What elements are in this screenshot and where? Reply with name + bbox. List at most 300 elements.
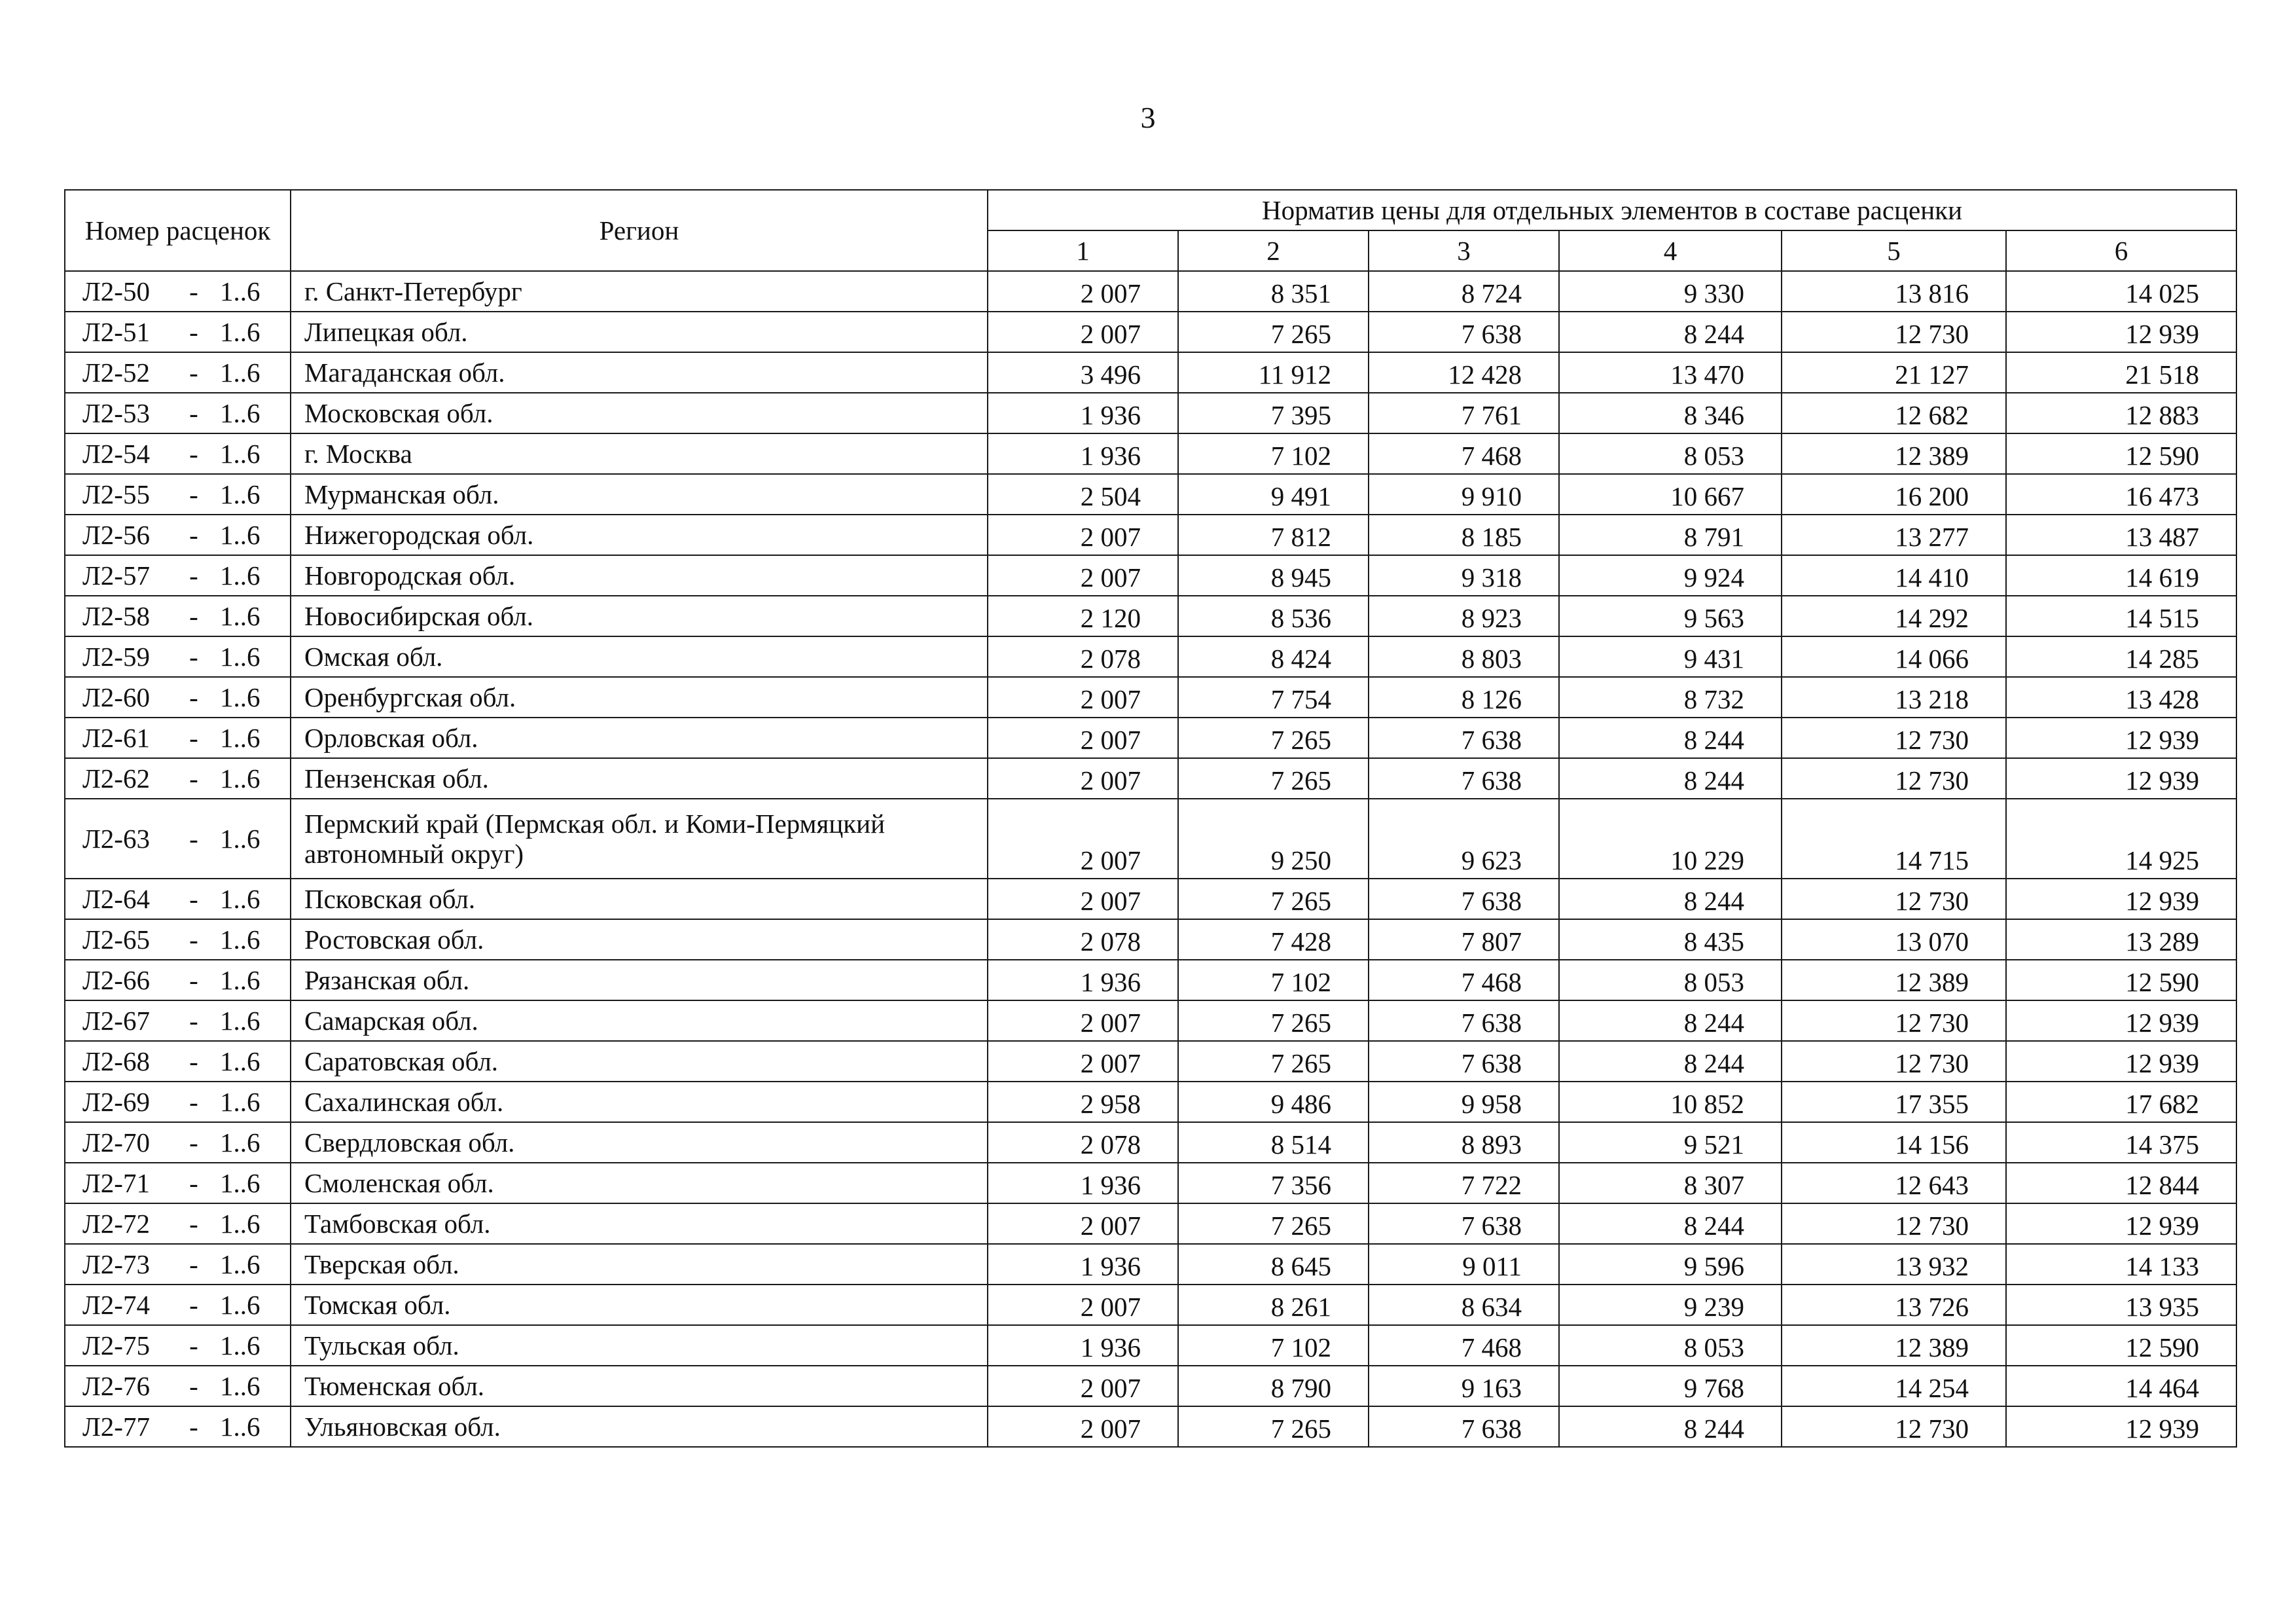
rate-code-dash: -: [189, 1249, 198, 1279]
price-value-col-3: 7 638: [1369, 1406, 1559, 1447]
rate-code-range: 1..6: [220, 924, 260, 955]
rate-code: Л2-67: [82, 1006, 150, 1036]
price-value-col-1: 2 958: [988, 1082, 1178, 1122]
region-cell: Томская обл.: [291, 1285, 988, 1325]
rate-code-range: 1..6: [220, 357, 260, 388]
region-cell: Омская обл.: [291, 636, 988, 677]
rate-code-cell: [65, 515, 291, 555]
price-value-col-5: 12 682: [1782, 393, 2006, 433]
price-value-col-4: 9 563: [1559, 596, 1782, 636]
price-value-col-2: 8 261: [1178, 1285, 1369, 1325]
region-cell: Тульская обл.: [291, 1325, 988, 1366]
price-value-col-4: 8 244: [1559, 1000, 1782, 1041]
rate-code: Л2-50: [82, 276, 150, 306]
rate-code-dash: -: [189, 1006, 198, 1036]
region-cell: Московская обл.: [291, 393, 988, 433]
region-cell: Нижегородская обл.: [291, 515, 988, 555]
rate-code-range: 1..6: [220, 682, 260, 712]
price-value-col-4: 8 244: [1559, 718, 1782, 758]
rate-code-dash: -: [189, 1412, 198, 1442]
rate-code-cell: [65, 1163, 291, 1203]
price-value-col-1: 2 007: [988, 271, 1178, 312]
table-row: [65, 1325, 2236, 1366]
table-row: [65, 758, 2236, 799]
rate-code-cell: [65, 960, 291, 1000]
price-value-col-3: 9 623: [1369, 799, 1559, 879]
price-value-col-2: 8 424: [1178, 636, 1369, 677]
rate-code-range: 1..6: [220, 1087, 260, 1117]
price-value-col-2: 7 265: [1178, 1041, 1369, 1082]
rate-code-cell: [65, 1203, 291, 1244]
price-value-col-5: 12 730: [1782, 758, 2006, 799]
price-value-col-1: 1 936: [988, 393, 1178, 433]
price-value-col-3: 8 126: [1369, 677, 1559, 718]
table-row: [65, 1163, 2236, 1203]
table-row: [65, 474, 2236, 515]
rate-code-dash: -: [189, 1330, 198, 1360]
price-value-col-6: 12 939: [2006, 1406, 2236, 1447]
table-row: [65, 1285, 2236, 1325]
price-value-col-5: 13 070: [1782, 919, 2006, 960]
rate-code-cell: [65, 555, 291, 596]
price-value-col-4: 8 053: [1559, 960, 1782, 1000]
region-cell: Липецкая обл.: [291, 312, 988, 352]
price-value-col-6: 16 473: [2006, 474, 2236, 515]
price-value-col-5: 12 643: [1782, 1163, 2006, 1203]
rate-code-cell: [65, 919, 291, 960]
table-row: [65, 879, 2236, 919]
price-value-col-2: 7 265: [1178, 312, 1369, 352]
price-value-col-3: 7 468: [1369, 1325, 1559, 1366]
rate-code: Л2-56: [82, 520, 150, 550]
rate-code-cell: [65, 1325, 291, 1366]
table-header: [65, 190, 2236, 271]
rate-code: Л2-57: [82, 560, 150, 591]
table-row: [65, 919, 2236, 960]
rate-code-dash: -: [189, 965, 198, 995]
rate-code: Л2-58: [82, 601, 150, 631]
price-value-col-3: 7 468: [1369, 433, 1559, 474]
price-value-col-1: 2 007: [988, 677, 1178, 718]
rate-code: Л2-77: [82, 1412, 150, 1442]
price-value-col-1: 2 007: [988, 1406, 1178, 1447]
price-value-col-2: 8 645: [1178, 1244, 1369, 1285]
price-value-col-4: 13 470: [1559, 352, 1782, 393]
rate-code-range: 1..6: [220, 723, 260, 753]
region-cell: Магаданская обл.: [291, 352, 988, 393]
rate-code: Л2-68: [82, 1046, 150, 1076]
header-region-label: Регион: [291, 190, 988, 271]
price-value-col-2: 7 265: [1178, 1406, 1369, 1447]
region-cell: Новгородская обл.: [291, 555, 988, 596]
price-value-col-5: 12 730: [1782, 879, 2006, 919]
rate-code: Л2-59: [82, 642, 150, 672]
price-value-col-2: 7 102: [1178, 960, 1369, 1000]
header-col-3: 3: [1369, 230, 1559, 271]
price-value-col-5: 12 730: [1782, 1203, 2006, 1244]
table-row: [65, 352, 2236, 393]
rate-code-cell: [65, 312, 291, 352]
rate-code-dash: -: [189, 1168, 198, 1198]
region-cell: Смоленская обл.: [291, 1163, 988, 1203]
price-value-col-4: 8 435: [1559, 919, 1782, 960]
price-value-col-4: 10 667: [1559, 474, 1782, 515]
price-value-col-6: 12 883: [2006, 393, 2236, 433]
rate-code-range: 1..6: [220, 520, 260, 550]
price-value-col-4: 9 431: [1559, 636, 1782, 677]
rate-code-dash: -: [189, 479, 198, 509]
header-col-5: 5: [1782, 230, 2006, 271]
rate-code-cell: [65, 879, 291, 919]
price-value-col-6: 13 935: [2006, 1285, 2236, 1325]
table-row: [65, 1122, 2236, 1163]
rate-code-dash: -: [189, 824, 198, 854]
price-value-col-5: 14 410: [1782, 555, 2006, 596]
table-row: [65, 515, 2236, 555]
table-row: [65, 271, 2236, 312]
rate-code-range: 1..6: [220, 1412, 260, 1442]
price-value-col-5: 12 389: [1782, 960, 2006, 1000]
price-value-col-3: 7 638: [1369, 1203, 1559, 1244]
rate-code-dash: -: [189, 1371, 198, 1401]
price-value-col-5: 13 932: [1782, 1244, 2006, 1285]
price-value-col-2: 7 356: [1178, 1163, 1369, 1203]
price-value-col-3: 9 163: [1369, 1366, 1559, 1406]
price-value-col-6: 14 133: [2006, 1244, 2236, 1285]
rate-code-cell: [65, 271, 291, 312]
rate-code-range: 1..6: [220, 1249, 260, 1279]
region-cell: Пермский край (Пермская обл. и Коми-Пермяцкий автономный округ): [291, 799, 988, 879]
price-value-col-2: 7 395: [1178, 393, 1369, 433]
header-col-4: 4: [1559, 230, 1782, 271]
price-value-col-3: 7 638: [1369, 718, 1559, 758]
price-value-col-6: 14 515: [2006, 596, 2236, 636]
price-value-col-2: 8 790: [1178, 1366, 1369, 1406]
price-value-col-6: 12 590: [2006, 433, 2236, 474]
table-body: [65, 271, 2236, 1447]
price-value-col-4: 8 244: [1559, 879, 1782, 919]
rate-code-cell: [65, 1366, 291, 1406]
price-value-col-3: 9 958: [1369, 1082, 1559, 1122]
rate-code: Л2-72: [82, 1209, 150, 1239]
rate-code-dash: -: [189, 642, 198, 672]
price-value-col-1: 2 007: [988, 312, 1178, 352]
price-value-col-3: 7 638: [1369, 1000, 1559, 1041]
rate-code-dash: -: [189, 398, 198, 428]
price-value-col-6: 14 285: [2006, 636, 2236, 677]
rate-code-cell: [65, 393, 291, 433]
rate-code: Л2-51: [82, 317, 150, 347]
rate-code-range: 1..6: [220, 1046, 260, 1076]
header-number-label: Номер расценок: [65, 190, 291, 271]
rate-code-cell: [65, 1082, 291, 1122]
rate-code-range: 1..6: [220, 276, 260, 306]
price-value-col-1: 2 007: [988, 1041, 1178, 1082]
rate-code-dash: -: [189, 276, 198, 306]
price-value-col-5: 14 156: [1782, 1122, 2006, 1163]
region-cell: г. Санкт-Петербург: [291, 271, 988, 312]
rate-code-cell: [65, 1285, 291, 1325]
rate-code: Л2-73: [82, 1249, 150, 1279]
rate-code: Л2-63: [82, 824, 150, 854]
price-value-col-5: 12 730: [1782, 1041, 2006, 1082]
rate-code: Л2-75: [82, 1330, 150, 1360]
region-cell: Тверская обл.: [291, 1244, 988, 1285]
price-value-col-6: 14 925: [2006, 799, 2236, 879]
rate-code-dash: -: [189, 763, 198, 793]
rate-code-cell: [65, 758, 291, 799]
rate-code: Л2-64: [82, 884, 150, 914]
price-value-col-2: 8 945: [1178, 555, 1369, 596]
price-value-col-4: 8 244: [1559, 1041, 1782, 1082]
price-value-col-5: 13 816: [1782, 271, 2006, 312]
price-value-col-4: 10 852: [1559, 1082, 1782, 1122]
price-value-col-4: 10 229: [1559, 799, 1782, 879]
region-cell: Орловская обл.: [291, 718, 988, 758]
rate-code-range: 1..6: [220, 439, 260, 469]
rate-code: Л2-62: [82, 763, 150, 793]
price-value-col-2: 7 754: [1178, 677, 1369, 718]
price-value-col-6: 17 682: [2006, 1082, 2236, 1122]
price-value-col-3: 7 638: [1369, 758, 1559, 799]
rate-code-cell: [65, 1000, 291, 1041]
price-value-col-4: 8 346: [1559, 393, 1782, 433]
header-col-6: 6: [2006, 230, 2236, 271]
rate-code-cell: [65, 1406, 291, 1447]
price-value-col-1: 2 078: [988, 919, 1178, 960]
price-value-col-3: 7 638: [1369, 879, 1559, 919]
price-value-col-5: 13 726: [1782, 1285, 2006, 1325]
price-value-col-3: 7 638: [1369, 312, 1559, 352]
region-cell: Псковская обл.: [291, 879, 988, 919]
price-value-col-6: 12 939: [2006, 1203, 2236, 1244]
price-value-col-6: 13 428: [2006, 677, 2236, 718]
price-value-col-2: 9 486: [1178, 1082, 1369, 1122]
rate-code-range: 1..6: [220, 965, 260, 995]
rate-code-dash: -: [189, 317, 198, 347]
header-group-label: Норматив цены для отдельных элементов в составе расценки: [988, 190, 2236, 230]
rate-code-range: 1..6: [220, 1006, 260, 1036]
table-row: [65, 393, 2236, 433]
price-value-col-5: 12 389: [1782, 433, 2006, 474]
region-cell: Рязанская обл.: [291, 960, 988, 1000]
price-value-col-5: 14 066: [1782, 636, 2006, 677]
price-value-col-6: 12 939: [2006, 1000, 2236, 1041]
rate-code-range: 1..6: [220, 763, 260, 793]
table-row: [65, 596, 2236, 636]
region-cell: Свердловская обл.: [291, 1122, 988, 1163]
price-value-col-1: 2 078: [988, 636, 1178, 677]
price-value-col-4: 8 307: [1559, 1163, 1782, 1203]
rate-code: Л2-69: [82, 1087, 150, 1117]
price-value-col-1: 1 936: [988, 433, 1178, 474]
price-value-col-4: 9 239: [1559, 1285, 1782, 1325]
table-row: [65, 1366, 2236, 1406]
region-cell: Новосибирская обл.: [291, 596, 988, 636]
table-row: [65, 1082, 2236, 1122]
price-value-col-6: 12 590: [2006, 960, 2236, 1000]
price-value-col-2: 7 102: [1178, 1325, 1369, 1366]
table-row: [65, 312, 2236, 352]
rate-code-range: 1..6: [220, 1330, 260, 1360]
price-value-col-6: 12 590: [2006, 1325, 2236, 1366]
rate-code-cell: [65, 433, 291, 474]
region-cell: Самарская обл.: [291, 1000, 988, 1041]
price-value-col-2: 7 102: [1178, 433, 1369, 474]
rate-code-cell: [65, 636, 291, 677]
price-value-col-5: 12 389: [1782, 1325, 2006, 1366]
rate-code-range: 1..6: [220, 1209, 260, 1239]
price-value-col-3: 7 807: [1369, 919, 1559, 960]
price-value-col-6: 12 939: [2006, 758, 2236, 799]
price-value-col-1: 2 120: [988, 596, 1178, 636]
price-value-col-3: 7 638: [1369, 1041, 1559, 1082]
price-value-col-1: 2 007: [988, 879, 1178, 919]
rate-code-cell: [65, 1041, 291, 1082]
price-value-col-3: 8 893: [1369, 1122, 1559, 1163]
price-value-col-2: 7 265: [1178, 718, 1369, 758]
price-value-col-5: 14 254: [1782, 1366, 2006, 1406]
rate-code-dash: -: [189, 1209, 198, 1239]
price-value-col-2: 9 250: [1178, 799, 1369, 879]
rate-code-range: 1..6: [220, 398, 260, 428]
rate-code: Л2-55: [82, 479, 150, 509]
price-value-col-2: 7 265: [1178, 1000, 1369, 1041]
rate-code-cell: [65, 1244, 291, 1285]
rate-code-dash: -: [189, 682, 198, 712]
rate-code: Л2-76: [82, 1371, 150, 1401]
rate-code-dash: -: [189, 723, 198, 753]
price-value-col-6: 14 464: [2006, 1366, 2236, 1406]
price-value-col-6: 12 844: [2006, 1163, 2236, 1203]
table-row: [65, 1000, 2236, 1041]
price-value-col-5: 12 730: [1782, 718, 2006, 758]
price-value-col-3: 7 761: [1369, 393, 1559, 433]
price-value-col-3: 7 468: [1369, 960, 1559, 1000]
price-value-col-4: 8 732: [1559, 677, 1782, 718]
table-row: [65, 799, 2236, 879]
price-value-col-4: 9 768: [1559, 1366, 1782, 1406]
price-value-col-3: 9 318: [1369, 555, 1559, 596]
region-cell: Сахалинская обл.: [291, 1082, 988, 1122]
header-col-2: 2: [1178, 230, 1369, 271]
price-value-col-4: 8 244: [1559, 1406, 1782, 1447]
rate-code: Л2-66: [82, 965, 150, 995]
price-value-col-5: 12 730: [1782, 1406, 2006, 1447]
price-value-col-4: 8 053: [1559, 1325, 1782, 1366]
rate-code-range: 1..6: [220, 1290, 260, 1320]
rate-code: Л2-52: [82, 357, 150, 388]
price-value-col-4: 9 330: [1559, 271, 1782, 312]
table-row: [65, 1041, 2236, 1082]
price-value-col-6: 12 939: [2006, 312, 2236, 352]
region-cell: Ростовская обл.: [291, 919, 988, 960]
rate-code: Л2-60: [82, 682, 150, 712]
price-value-col-6: 14 619: [2006, 555, 2236, 596]
price-value-col-1: 2 007: [988, 799, 1178, 879]
rate-code: Л2-61: [82, 723, 150, 753]
price-value-col-5: 21 127: [1782, 352, 2006, 393]
price-value-col-3: 8 803: [1369, 636, 1559, 677]
price-value-col-2: 7 428: [1178, 919, 1369, 960]
rate-code-dash: -: [189, 1087, 198, 1117]
table-row: [65, 433, 2236, 474]
region-cell: Тамбовская обл.: [291, 1203, 988, 1244]
rate-code-range: 1..6: [220, 560, 260, 591]
rate-code-range: 1..6: [220, 317, 260, 347]
price-value-col-4: 8 244: [1559, 312, 1782, 352]
price-value-col-5: 16 200: [1782, 474, 2006, 515]
rate-code: Л2-54: [82, 439, 150, 469]
price-value-col-3: 9 011: [1369, 1244, 1559, 1285]
rate-code-dash: -: [189, 601, 198, 631]
price-value-col-3: 7 722: [1369, 1163, 1559, 1203]
region-cell: Саратовская обл.: [291, 1041, 988, 1082]
price-value-col-1: 2 078: [988, 1122, 1178, 1163]
price-value-col-4: 8 244: [1559, 1203, 1782, 1244]
price-value-col-6: 21 518: [2006, 352, 2236, 393]
price-value-col-2: 7 265: [1178, 879, 1369, 919]
price-value-col-2: 11 912: [1178, 352, 1369, 393]
price-value-col-2: 8 536: [1178, 596, 1369, 636]
price-value-col-3: 9 910: [1369, 474, 1559, 515]
price-value-col-6: 12 939: [2006, 1041, 2236, 1082]
table-row: [65, 1406, 2236, 1447]
table-row: [65, 636, 2236, 677]
price-value-col-1: 2 007: [988, 555, 1178, 596]
rate-code: Л2-74: [82, 1290, 150, 1320]
price-value-col-6: 12 939: [2006, 718, 2236, 758]
price-value-col-6: 14 025: [2006, 271, 2236, 312]
rate-code-range: 1..6: [220, 1371, 260, 1401]
rate-code-dash: -: [189, 924, 198, 955]
table-row: [65, 677, 2236, 718]
table-row: [65, 1203, 2236, 1244]
price-value-col-1: 1 936: [988, 1244, 1178, 1285]
rate-code-range: 1..6: [220, 1168, 260, 1198]
rate-code-range: 1..6: [220, 479, 260, 509]
rate-code: Л2-65: [82, 924, 150, 955]
rate-code-range: 1..6: [220, 884, 260, 914]
rate-code-dash: -: [189, 884, 198, 914]
price-value-col-5: 13 277: [1782, 515, 2006, 555]
price-value-col-4: 8 791: [1559, 515, 1782, 555]
price-value-col-5: 12 730: [1782, 1000, 2006, 1041]
rate-code: Л2-71: [82, 1168, 150, 1198]
rate-code-dash: -: [189, 439, 198, 469]
price-value-col-1: 2 007: [988, 1285, 1178, 1325]
price-value-col-3: 8 724: [1369, 271, 1559, 312]
price-value-col-2: 7 265: [1178, 758, 1369, 799]
rate-code-dash: -: [189, 1290, 198, 1320]
price-value-col-4: 9 521: [1559, 1122, 1782, 1163]
price-value-col-1: 3 496: [988, 352, 1178, 393]
table-row: [65, 718, 2236, 758]
rate-code-dash: -: [189, 1127, 198, 1158]
rate-code-dash: -: [189, 1046, 198, 1076]
price-value-col-2: 8 351: [1178, 271, 1369, 312]
price-value-col-4: 9 596: [1559, 1244, 1782, 1285]
price-value-col-2: 7 812: [1178, 515, 1369, 555]
price-value-col-1: 2 007: [988, 1000, 1178, 1041]
price-value-col-2: 8 514: [1178, 1122, 1369, 1163]
price-value-col-4: 9 924: [1559, 555, 1782, 596]
region-cell: Мурманская обл.: [291, 474, 988, 515]
rate-code-dash: -: [189, 560, 198, 591]
rate-code: Л2-53: [82, 398, 150, 428]
price-value-col-2: 9 491: [1178, 474, 1369, 515]
price-value-col-1: 1 936: [988, 960, 1178, 1000]
